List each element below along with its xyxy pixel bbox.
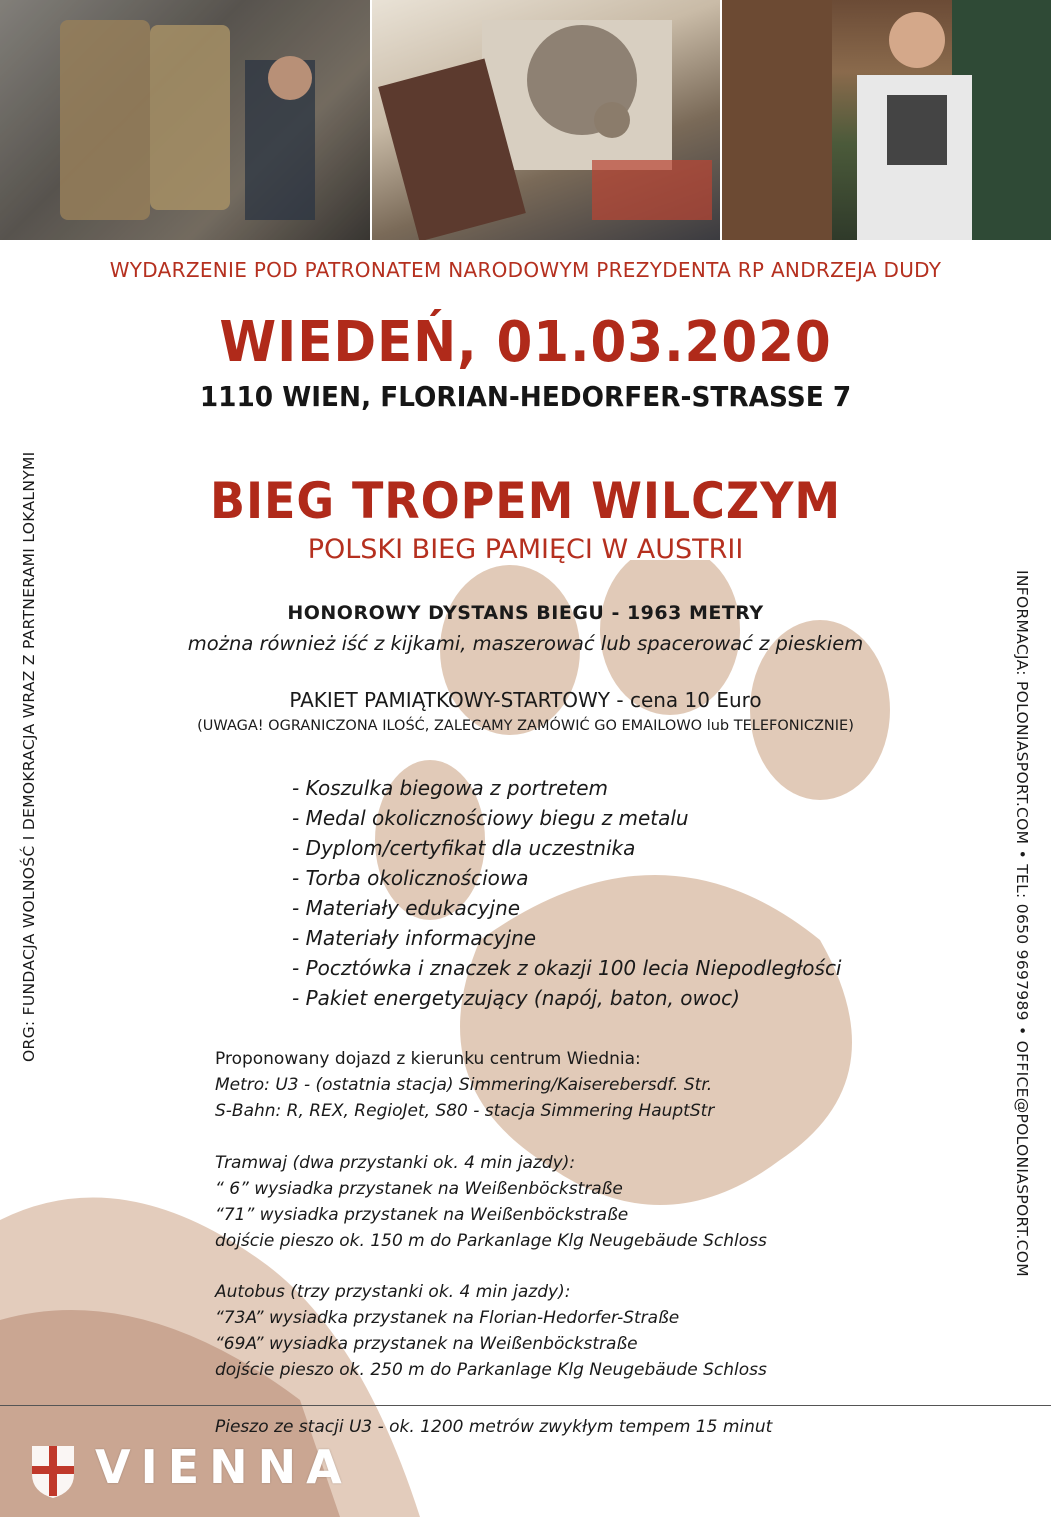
- vienna-shield-icon: [30, 1444, 76, 1500]
- photo-medals-runners: [0, 0, 370, 240]
- tram-walk: dojście pieszo ok. 150 m do Parkanlage Klg Neugebäude Schloss: [215, 1231, 767, 1251]
- list-item: - Torba okolicznościowa: [292, 866, 529, 890]
- patronage-line: WYDARZENIE POD PATRONATEM NARODOWYM PREZYDENTA RP ANDRZEJA DUDY: [109, 258, 942, 282]
- photo-starter-pack-art: [372, 0, 720, 240]
- transit-heading: Proponowany dojazd z kierunku centrum Wiednia:: [215, 1049, 641, 1069]
- walk-note: Pieszo ze stacji U3 - ok. 1200 metrów zwykłym tempem 15 minut: [215, 1417, 773, 1437]
- transit-metro: Metro: U3 - (ostatnia stacja) Simmering/Kaiserebersdf. Str.: [215, 1075, 713, 1095]
- photo-medals-runners-art: [0, 0, 370, 240]
- tram-line: “71” wysiadka przystanek na Weißenböckstraße: [215, 1205, 629, 1225]
- list-item: - Materiały informacyjne: [292, 926, 537, 950]
- transit-directions: [215, 1046, 714, 1124]
- tram-line: “ 6” wysiadka przystanek na Weißenböckstraße: [215, 1179, 623, 1199]
- bus-directions: [215, 1279, 767, 1383]
- tram-heading: Tramwaj (dwa przystanki ok. 4 min jazdy):: [215, 1153, 576, 1173]
- event-title: BIEG TROPEM WILCZYM: [209, 472, 842, 530]
- tram-directions: [215, 1150, 767, 1254]
- list-item: - Pakiet energetyzujący (napój, baton, owoc): [292, 986, 740, 1010]
- walk-directions: [215, 1414, 772, 1440]
- bus-line: “73A” wysiadka przystanek na Florian-Hedorfer-Straße: [215, 1308, 680, 1328]
- list-item: - Medal okolicznościowy biegu z metalu: [292, 806, 689, 830]
- bus-line: “69A” wysiadka przystanek na Weißenböckstraße: [215, 1334, 638, 1354]
- pakiet-heading: PAKIET PAMIĄTKOWY-STARTOWY - cena 10 Euro: [289, 688, 762, 712]
- divider-line: [0, 1405, 1051, 1406]
- list-item: - Pocztówka i znaczek z okazji 100 lecia Niepodległości: [292, 956, 842, 980]
- organizer-side-text: ORG: FUNDACJA WOLNOŚĆ I DEMOKRACJA WRAZ Z PARTNERAMI LOKALNYMI: [20, 451, 38, 1062]
- photo-starter-pack: [372, 0, 720, 240]
- bus-walk: dojście pieszo ok. 250 m do Parkanlage Klg Neugebäude Schloss: [215, 1360, 767, 1380]
- pakiet-items-list: [292, 773, 842, 1013]
- list-item: - Dyplom/certyfikat dla uczestnika: [292, 836, 636, 860]
- distance-heading: HONOROWY DYSTANS BIEGU - 1963 METRY: [287, 602, 764, 624]
- city-date-heading: WIEDEŃ, 01.03.2020: [219, 310, 832, 375]
- photo-banner: [0, 0, 1051, 240]
- list-item: - Koszulka biegowa z portretem: [292, 776, 609, 800]
- list-item: - Materiały edukacyjne: [292, 896, 521, 920]
- bus-heading: Autobus (trzy przystanki ok. 4 min jazdy):: [215, 1282, 571, 1302]
- contact-side-text: INFORMACJA: POLONIASPORT.COM • TEL: 0650 9697989 • OFFICE@POLONIASPORT.COM: [1013, 570, 1031, 1277]
- event-subtitle: POLSKI BIEG PAMIĘCI W AUSTRII: [307, 534, 744, 565]
- event-address: 1110 WIEN, FLORIAN-HEDORFER-STRASSE 7: [199, 380, 852, 413]
- pakiet-note: (UWAGA! OGRANICZONA ILOŚĆ, ZALECAMY ZAMÓWIĆ GO EMAILOWO lub TELEFONICZNIE): [197, 718, 854, 734]
- photo-tshirt-model-art: [722, 0, 1051, 240]
- distance-note: można również iść z kijkami, maszerować lub spacerować z pieskiem: [187, 632, 864, 655]
- transit-sbahn: S-Bahn: R, REX, RegioJet, S80 - stacja Simmering HauptStr: [215, 1101, 715, 1121]
- vienna-logo-text: VIENNA: [95, 1440, 352, 1494]
- photo-tshirt-model: [722, 0, 1051, 240]
